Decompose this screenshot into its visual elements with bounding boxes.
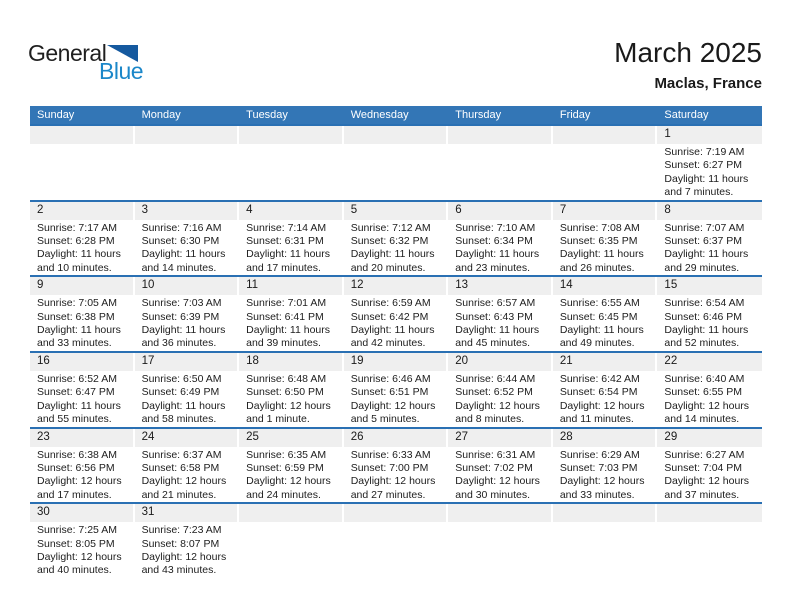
- sunrise-text: Sunrise: 6:50 AM: [141, 372, 222, 385]
- day-details: [30, 522, 135, 578]
- day-details: [30, 371, 135, 427]
- day-details: [344, 447, 449, 503]
- day-number: [135, 126, 240, 144]
- day-details: [657, 371, 762, 427]
- sunset-text: Sunset: 6:27 PM: [664, 159, 743, 172]
- calendar-day-cell: [344, 353, 449, 427]
- sunrise-text: Sunrise: 6:52 AM: [37, 372, 117, 385]
- sunrise-text: Sunrise: 7:14 AM: [246, 221, 327, 234]
- calendar-day-cell: [553, 429, 658, 503]
- sunrise-text: Sunrise: 7:08 AM: [559, 221, 640, 234]
- sunrise-text: Sunrise: 6:54 AM: [664, 297, 745, 310]
- day-number: 11: [239, 277, 344, 295]
- calendar-day-cell: [657, 429, 762, 503]
- day-details: [657, 447, 762, 503]
- sunset-text: Sunset: 6:34 PM: [455, 235, 533, 248]
- sunrise-text: Sunrise: 6:27 AM: [664, 448, 745, 461]
- sunset-text: Sunset: 6:50 PM: [246, 386, 324, 399]
- sunset-text: Sunset: 7:04 PM: [664, 461, 743, 474]
- day-number: 26: [344, 429, 449, 447]
- day-number: 8: [657, 202, 762, 220]
- calendar-day-cell: [553, 126, 658, 200]
- day-number: [553, 504, 658, 522]
- calendar-day-cell: [448, 126, 553, 200]
- day-details: [344, 295, 449, 351]
- calendar-day-cell: [448, 429, 553, 503]
- location-subtitle: Maclas, France: [654, 75, 762, 92]
- general-blue-logo: [28, 40, 168, 84]
- weekday-tuesday: Tuesday: [246, 109, 288, 121]
- daylight-text: Daylight: 11 hours and 42 minutes.: [350, 324, 435, 350]
- day-number: 24: [135, 429, 240, 447]
- day-number: 12: [344, 277, 449, 295]
- daylight-text: Daylight: 12 hours and 24 minutes.: [246, 475, 331, 501]
- day-number: [239, 504, 344, 522]
- sunrise-text: Sunrise: 7:23 AM: [141, 524, 222, 537]
- day-details: [344, 522, 449, 577]
- daylight-text: Daylight: 11 hours and 39 minutes.: [246, 324, 330, 350]
- day-number: 31: [135, 504, 240, 522]
- daylight-text: Daylight: 11 hours and 23 minutes.: [455, 248, 540, 274]
- daylight-text: Daylight: 12 hours and 37 minutes.: [664, 475, 750, 501]
- weekday-header-row: [30, 106, 762, 124]
- day-number: [448, 504, 553, 522]
- sunset-text: Sunset: 6:38 PM: [37, 310, 115, 323]
- sunset-text: Sunset: 7:00 PM: [350, 461, 429, 474]
- sunrise-text: Sunrise: 6:59 AM: [350, 297, 431, 310]
- day-details: [239, 220, 344, 276]
- calendar-day-cell: [135, 126, 240, 200]
- sunrise-text: Sunrise: 7:10 AM: [455, 221, 536, 234]
- day-number: 13: [448, 277, 553, 295]
- day-number: 7: [553, 202, 658, 220]
- sunset-text: Sunset: 6:41 PM: [246, 310, 324, 323]
- daylight-text: Daylight: 11 hours and 36 minutes.: [141, 324, 226, 350]
- day-number: 19: [344, 353, 449, 371]
- calendar-day-cell: [239, 353, 344, 427]
- calendar-body: [30, 124, 762, 578]
- page-title: March 2025: [614, 37, 762, 68]
- weekday-thursday: Thursday: [455, 109, 502, 121]
- sunrise-text: Sunrise: 6:38 AM: [37, 448, 117, 461]
- day-details: [344, 371, 449, 427]
- calendar-day-cell: [553, 353, 658, 427]
- day-number: 27: [448, 429, 553, 447]
- daylight-text: Daylight: 11 hours and 52 minutes.: [664, 324, 749, 350]
- sunrise-text: Sunrise: 6:37 AM: [141, 448, 222, 461]
- sunrise-text: Sunrise: 6:33 AM: [350, 448, 431, 461]
- calendar-table: [30, 106, 762, 578]
- calendar-day-cell: [657, 504, 762, 578]
- daylight-text: Daylight: 11 hours and 55 minutes.: [37, 399, 121, 426]
- calendar-day-cell: [135, 353, 240, 427]
- calendar-day-cell: [344, 202, 449, 276]
- calendar-day-cell: [30, 429, 135, 503]
- title-block: [614, 38, 762, 92]
- daylight-text: Daylight: 11 hours and 26 minutes.: [559, 248, 644, 274]
- sunrise-text: Sunrise: 6:48 AM: [246, 372, 327, 385]
- sunset-text: Sunset: 6:32 PM: [350, 235, 429, 248]
- day-details: [553, 295, 658, 351]
- day-number: 15: [657, 277, 762, 295]
- sunrise-text: Sunrise: 7:05 AM: [37, 297, 117, 310]
- sunset-text: Sunset: 6:45 PM: [559, 310, 638, 323]
- calendar-day-cell: [135, 202, 240, 276]
- day-number: 18: [239, 353, 344, 371]
- day-details: [135, 371, 240, 427]
- day-details: [30, 295, 135, 351]
- daylight-text: Daylight: 11 hours and 20 minutes.: [350, 248, 435, 274]
- daylight-text: Daylight: 11 hours and 10 minutes.: [37, 248, 121, 274]
- sunset-text: Sunset: 6:49 PM: [141, 386, 220, 399]
- calendar-day-cell: [30, 202, 135, 276]
- calendar-day-cell: [135, 429, 240, 503]
- calendar-day-cell: [448, 353, 553, 427]
- sunrise-text: Sunrise: 6:31 AM: [455, 448, 536, 461]
- day-details: [448, 220, 553, 276]
- calendar-day-cell: [657, 126, 762, 200]
- sunrise-text: Sunrise: 6:40 AM: [664, 372, 745, 385]
- day-details: [553, 220, 658, 276]
- sunset-text: Sunset: 6:52 PM: [455, 386, 533, 399]
- daylight-text: Daylight: 12 hours and 40 minutes.: [37, 550, 122, 577]
- sunset-text: Sunset: 6:47 PM: [37, 386, 115, 399]
- sunset-text: Sunset: 6:39 PM: [141, 310, 220, 323]
- logo-text-blue: Blue: [99, 58, 144, 84]
- week-row: [30, 200, 762, 276]
- daylight-text: Daylight: 11 hours and 17 minutes.: [246, 248, 330, 274]
- day-number: 21: [553, 353, 658, 371]
- calendar-day-cell: [135, 504, 240, 578]
- day-details: [30, 220, 135, 276]
- sunset-text: Sunset: 6:30 PM: [141, 235, 220, 248]
- day-number: [239, 126, 344, 144]
- day-number: 17: [135, 353, 240, 371]
- weekday-sunday: Sunday: [37, 109, 75, 121]
- calendar-day-cell: [30, 353, 135, 427]
- day-number: [553, 126, 658, 144]
- day-details: [553, 371, 658, 427]
- sunrise-text: Sunrise: 7:12 AM: [350, 221, 431, 234]
- day-number: 10: [135, 277, 240, 295]
- day-number: [344, 126, 449, 144]
- day-details: [135, 522, 240, 578]
- day-details: [135, 447, 240, 503]
- week-row: [30, 275, 762, 351]
- day-details: [448, 144, 553, 199]
- day-details: [239, 144, 344, 199]
- daylight-text: Daylight: 12 hours and 5 minutes.: [350, 399, 436, 426]
- day-details: [448, 295, 553, 351]
- day-details: [30, 447, 135, 503]
- day-details: [657, 295, 762, 351]
- daylight-text: Daylight: 12 hours and 21 minutes.: [141, 475, 227, 501]
- day-details: [657, 144, 762, 200]
- day-details: [135, 295, 240, 351]
- daylight-text: Daylight: 12 hours and 11 minutes.: [559, 399, 645, 426]
- day-number: 4: [239, 202, 344, 220]
- daylight-text: Daylight: 12 hours and 43 minutes.: [141, 550, 227, 577]
- day-number: [30, 126, 135, 144]
- calendar-day-cell: [344, 429, 449, 503]
- day-details: [448, 371, 553, 427]
- day-details: [239, 295, 344, 351]
- sunset-text: Sunset: 6:58 PM: [141, 461, 220, 474]
- day-number: 16: [30, 353, 135, 371]
- sunset-text: Sunset: 8:05 PM: [37, 537, 115, 550]
- calendar-day-cell: [30, 126, 135, 200]
- calendar-day-cell: [239, 504, 344, 578]
- calendar-day-cell: [239, 429, 344, 503]
- sunset-text: Sunset: 6:35 PM: [559, 235, 638, 248]
- day-details: [239, 371, 344, 427]
- calendar-day-cell: [344, 126, 449, 200]
- day-number: 1: [657, 126, 762, 144]
- logo-text-general: General: [28, 40, 107, 66]
- sunrise-text: Sunrise: 6:57 AM: [455, 297, 536, 310]
- week-row: [30, 502, 762, 578]
- week-row: [30, 427, 762, 503]
- sunset-text: Sunset: 6:56 PM: [37, 461, 115, 474]
- weekday-friday: Friday: [559, 109, 591, 121]
- sunrise-text: Sunrise: 7:16 AM: [141, 221, 222, 234]
- day-number: 9: [30, 277, 135, 295]
- day-number: 29: [657, 429, 762, 447]
- day-number: 3: [135, 202, 240, 220]
- calendar-day-cell: [30, 504, 135, 578]
- day-number: 2: [30, 202, 135, 220]
- calendar-day-cell: [239, 126, 344, 200]
- sunset-text: Sunset: 6:43 PM: [455, 310, 533, 323]
- day-details: [135, 220, 240, 276]
- calendar-day-cell: [553, 504, 658, 578]
- daylight-text: Daylight: 11 hours and 49 minutes.: [559, 324, 644, 350]
- daylight-text: Daylight: 11 hours and 7 minutes.: [664, 172, 749, 199]
- week-row: [30, 124, 762, 200]
- sunrise-text: Sunrise: 7:17 AM: [37, 221, 117, 234]
- calendar-day-cell: [239, 277, 344, 351]
- daylight-text: Daylight: 12 hours and 1 minute.: [246, 399, 331, 426]
- calendar-day-cell: [239, 202, 344, 276]
- sunrise-text: Sunrise: 6:35 AM: [246, 448, 327, 461]
- daylight-text: Daylight: 12 hours and 14 minutes.: [664, 399, 750, 426]
- day-number: 25: [239, 429, 344, 447]
- calendar-day-cell: [448, 202, 553, 276]
- day-number: 30: [30, 504, 135, 522]
- week-row: [30, 351, 762, 427]
- sunset-text: Sunset: 6:28 PM: [37, 235, 115, 248]
- calendar-day-cell: [448, 277, 553, 351]
- sunset-text: Sunset: 7:02 PM: [455, 461, 533, 474]
- weekday-saturday: Saturday: [664, 109, 709, 121]
- calendar-day-cell: [657, 277, 762, 351]
- calendar-day-cell: [135, 277, 240, 351]
- sunset-text: Sunset: 6:59 PM: [246, 461, 324, 474]
- sunset-text: Sunset: 6:55 PM: [664, 386, 743, 399]
- weekday-wednesday: Wednesday: [350, 109, 409, 121]
- day-details: [553, 447, 658, 503]
- daylight-text: Daylight: 11 hours and 58 minutes.: [141, 399, 226, 426]
- day-details: [657, 220, 762, 276]
- day-number: [344, 504, 449, 522]
- sunrise-text: Sunrise: 7:01 AM: [246, 297, 327, 310]
- day-number: 22: [657, 353, 762, 371]
- calendar-day-cell: [344, 504, 449, 578]
- sunrise-text: Sunrise: 7:19 AM: [664, 146, 745, 158]
- calendar-day-cell: [657, 353, 762, 427]
- daylight-text: Daylight: 12 hours and 8 minutes.: [455, 399, 540, 426]
- daylight-text: Daylight: 12 hours and 30 minutes.: [455, 475, 540, 501]
- sunset-text: Sunset: 6:51 PM: [350, 386, 429, 399]
- day-number: 14: [553, 277, 658, 295]
- sunrise-text: Sunrise: 7:07 AM: [664, 221, 745, 234]
- sunrise-text: Sunrise: 7:25 AM: [37, 524, 117, 537]
- day-details: [135, 144, 240, 199]
- sunset-text: Sunset: 8:07 PM: [141, 537, 220, 550]
- day-number: 6: [448, 202, 553, 220]
- day-details: [344, 220, 449, 276]
- calendar-day-cell: [344, 277, 449, 351]
- daylight-text: Daylight: 11 hours and 33 minutes.: [37, 324, 121, 350]
- daylight-text: Daylight: 11 hours and 45 minutes.: [455, 324, 540, 350]
- calendar-day-cell: [553, 202, 658, 276]
- calendar-day-cell: [553, 277, 658, 351]
- day-details: [239, 522, 344, 577]
- day-details: [30, 144, 135, 199]
- daylight-text: Daylight: 11 hours and 14 minutes.: [141, 248, 226, 274]
- sunrise-text: Sunrise: 6:44 AM: [455, 372, 536, 385]
- sunset-text: Sunset: 6:46 PM: [664, 310, 743, 323]
- day-number: 23: [30, 429, 135, 447]
- day-details: [553, 522, 658, 577]
- day-number: 28: [553, 429, 658, 447]
- sunset-text: Sunset: 6:37 PM: [664, 235, 743, 248]
- sunset-text: Sunset: 6:54 PM: [559, 386, 638, 399]
- day-details: [657, 522, 762, 577]
- day-details: [239, 447, 344, 503]
- daylight-text: Daylight: 12 hours and 27 minutes.: [350, 475, 436, 501]
- day-number: 5: [344, 202, 449, 220]
- daylight-text: Daylight: 12 hours and 17 minutes.: [37, 475, 122, 501]
- daylight-text: Daylight: 12 hours and 33 minutes.: [559, 475, 645, 501]
- day-details: [448, 522, 553, 577]
- sunrise-text: Sunrise: 7:03 AM: [141, 297, 222, 310]
- day-number: [657, 504, 762, 522]
- calendar-day-cell: [657, 202, 762, 276]
- sunrise-text: Sunrise: 6:29 AM: [559, 448, 640, 461]
- calendar-day-cell: [30, 277, 135, 351]
- calendar-day-cell: [448, 504, 553, 578]
- sunrise-text: Sunrise: 6:55 AM: [559, 297, 640, 310]
- day-number: [448, 126, 553, 144]
- sunrise-text: Sunrise: 6:46 AM: [350, 372, 431, 385]
- sunset-text: Sunset: 6:42 PM: [350, 310, 429, 323]
- day-number: 20: [448, 353, 553, 371]
- daylight-text: Daylight: 11 hours and 29 minutes.: [664, 248, 749, 274]
- sunrise-text: Sunrise: 6:42 AM: [559, 372, 640, 385]
- day-details: [448, 447, 553, 503]
- day-details: [553, 144, 658, 199]
- weekday-monday: Monday: [141, 109, 181, 121]
- sunset-text: Sunset: 7:03 PM: [559, 461, 638, 474]
- day-details: [344, 144, 449, 199]
- sunset-text: Sunset: 6:31 PM: [246, 235, 324, 248]
